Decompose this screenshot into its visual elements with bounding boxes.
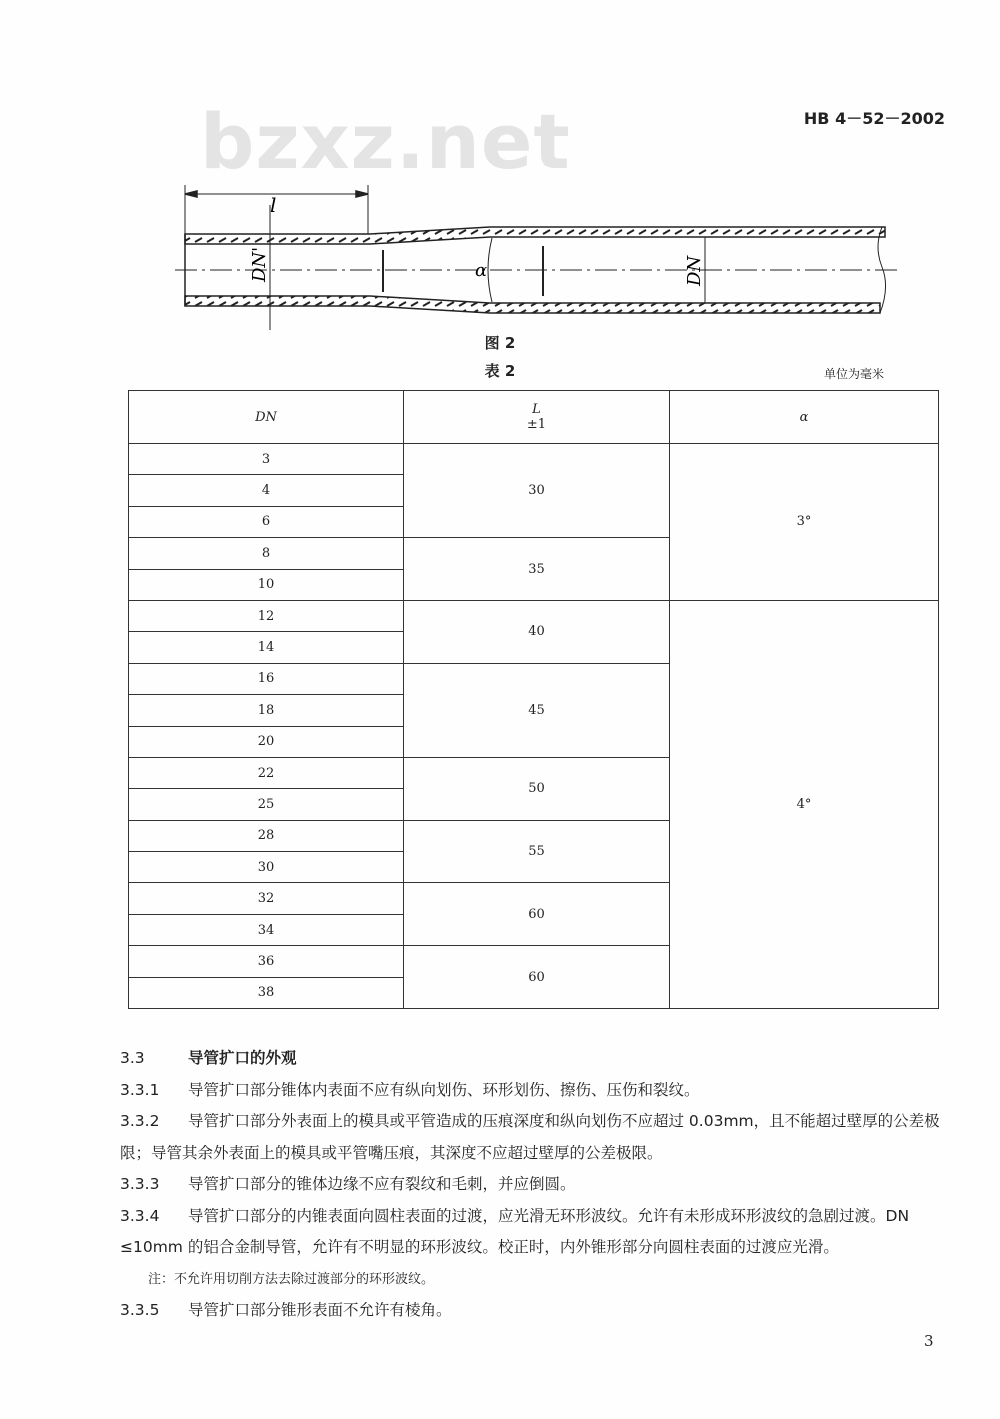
cell-l: 45: [404, 663, 670, 757]
cell-l: 50: [404, 757, 670, 820]
figure-caption: 图 2: [484, 334, 516, 352]
cell-alpha: 4°: [670, 600, 939, 1008]
cell-dn: 10: [129, 569, 404, 600]
header-l: [404, 391, 670, 444]
header-dn: [129, 391, 404, 444]
clause-paragraph: [120, 1295, 950, 1327]
cell-dn: 34: [129, 914, 404, 945]
cell-l: 40: [404, 600, 670, 663]
cell-dn: 12: [129, 600, 404, 631]
document-id: HB 4－52－2002: [803, 109, 945, 128]
clause-number: 3.3.1: [120, 1080, 160, 1099]
header-alpha: [670, 391, 939, 444]
cell-dn: 6: [129, 506, 404, 537]
cell-dn: 18: [129, 695, 404, 726]
cell-dn: 38: [129, 977, 404, 1008]
clause-text: 导管扩口部分外表面上的模具或平管造成的压痕深度和纵向划伤不应超过 0.03mm，且不能超过壁厚的公差极限；导管其余外表面上的模具或平管嘴压痕，其深度不应超过壁厚的公差极限。: [120, 1112, 940, 1162]
note-paragraph: [120, 1264, 950, 1296]
clause-paragraph: [120, 1169, 950, 1201]
clause-paragraph: [120, 1201, 950, 1264]
cell-l: 60: [404, 946, 670, 1009]
cell-dn: 30: [129, 852, 404, 883]
tube-flare-diagram: [170, 180, 900, 340]
table-caption: 表 2: [484, 362, 516, 380]
clause-number: 3.3.4: [120, 1206, 160, 1225]
watermark: bzxz.net: [200, 97, 571, 186]
clause-text: 导管扩口部分的内锥表面向圆柱表面的过渡，应光滑无环形波纹。允许有未形成环形波纹的急剧过渡。DN ≤10mm 的铝合金制导管，允许有不明显的环形波纹。校正时，内外锥形部分向圆柱表面的过渡应光滑。: [120, 1206, 910, 1256]
label-alpha: α: [475, 260, 488, 281]
header-l-text: L: [532, 402, 541, 417]
cell-dn: 16: [129, 663, 404, 694]
header-alpha-text: α: [799, 409, 809, 425]
cell-dn: 32: [129, 883, 404, 914]
cell-dn: 14: [129, 632, 404, 663]
label-dn-prime: DN': [249, 246, 270, 282]
cell-l: 60: [404, 883, 670, 946]
clause-number: 3.3.5: [120, 1301, 160, 1319]
clause-number: 3.3.3: [120, 1175, 160, 1193]
cell-dn: 36: [129, 946, 404, 977]
clause-text: 导管扩口部分的锥体边缘不应有裂纹和毛刺，并应倒圆。: [188, 1175, 576, 1193]
clause-text: 导管扩口部分锥体内表面不应有纵向划伤、环形划伤、擦伤、压伤和裂纹。: [188, 1080, 700, 1099]
page-number: 3: [924, 1332, 934, 1350]
clause-paragraph: [120, 1075, 950, 1107]
dimension-table: [128, 390, 939, 1009]
clause-text: 注：不允许用切削方法去除过渡部分的环形波纹。: [148, 1271, 435, 1287]
table-unit: 单位为毫米: [824, 367, 885, 381]
body-text: [120, 1043, 950, 1327]
table-header-row: [129, 391, 939, 444]
cell-dn: 20: [129, 726, 404, 757]
cell-dn: 22: [129, 757, 404, 788]
cell-l: 35: [404, 538, 670, 601]
table-row: [129, 444, 939, 475]
clause-text: 导管扩口部分锥形表面不允许有棱角。: [188, 1301, 452, 1319]
section-heading: 导管扩口的外观: [188, 1049, 297, 1067]
label-l: l: [270, 193, 277, 217]
clause-paragraph: [120, 1106, 950, 1169]
table-row: [129, 600, 939, 631]
header-l-tolerance: ±1: [526, 417, 547, 432]
cell-dn: 8: [129, 538, 404, 569]
cell-l: 30: [404, 444, 670, 538]
clause-number: 3.3.2: [120, 1112, 160, 1130]
cell-dn: 28: [129, 820, 404, 851]
clause-paragraph: [120, 1043, 950, 1075]
header-dn-text: DN: [255, 409, 277, 425]
cell-alpha: 3°: [670, 444, 939, 601]
clause-number: 3.3: [120, 1049, 145, 1067]
cell-dn: 3: [129, 444, 404, 475]
cell-l: 55: [404, 820, 670, 883]
cell-dn: 4: [129, 475, 404, 506]
cell-dn: 25: [129, 789, 404, 820]
label-dn: DN: [684, 255, 705, 286]
